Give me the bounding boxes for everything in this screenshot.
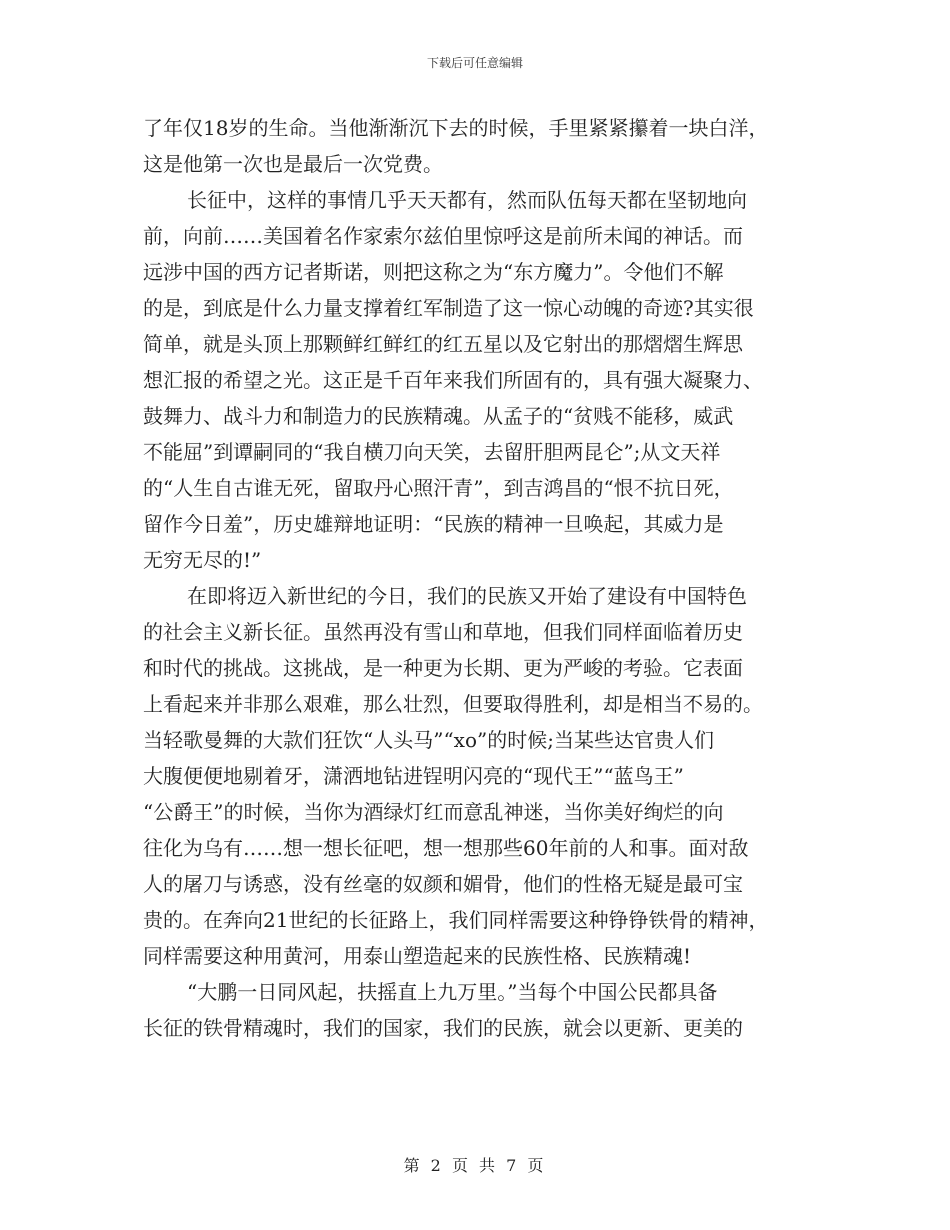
text-line: 不能屈”到谭嗣同的“我自横刀向天笑，去留肝胆两昆仑”;从文天祥	[143, 440, 721, 464]
text-line: 的是，到底是什么力量支撑着红军制造了这一惊心动魄的奇迹?其实很	[143, 296, 754, 320]
text-line: 长征的铁骨精魂时，我们的国家，我们的民族，就会以更新、更美的	[143, 1016, 743, 1040]
text-line: “大鹏一日同风起，扶摇直上九万里。”当每个中国公民都具备	[187, 980, 718, 1004]
text-line: 了年仅18岁的生命。当他渐渐沉下去的时候，手里紧紧攥着一块白洋，	[143, 116, 769, 140]
text-line: 鼓舞力、战斗力和制造力的民族精魂。从孟子的“贫贱不能移，威武	[143, 404, 734, 428]
text-line: 想汇报的希望之光。这正是千百年来我们所固有的，具有强大凝聚力、	[143, 368, 763, 392]
text-line: 远涉中国的西方记者斯诺，则把这称之为“东方魔力”。令他们不解	[143, 260, 724, 284]
page-header: 下载后可任意编辑	[426, 56, 523, 70]
text-line: 上看起来并非那么艰难，那么壮烈，但要取得胜利，却是相当不易的。	[143, 692, 763, 716]
text-line: 当轻歌曼舞的大款们狂饮“人头马”“xo”的时候;当某些达官贵人们	[143, 728, 714, 752]
text-line: 同样需要这种用黄河，用泰山塑造起来的民族性格、民族精魂!	[143, 944, 692, 968]
text-line: 无穷无尽的!”	[143, 548, 262, 572]
paragraph	[143, 578, 803, 974]
text-line: 的“人生自古谁无死，留取丹心照汗青”，到吉鸿昌的“恨不抗日死，	[143, 476, 734, 500]
paragraph	[143, 974, 803, 1046]
text-line: 贵的。在奔向21世纪的长征路上，我们同样需要这种铮铮铁骨的精神，	[143, 908, 769, 932]
text-line: 简单，就是头顶上那颗鲜红鲜红的红五星以及它射出的那熠熠生辉思	[143, 332, 743, 356]
text-line: 往化为乌有……想一想长征吧，想一想那些60年前的人和事。面对敌	[143, 836, 749, 860]
text-line: 这是他第一次也是最后一次党费。	[143, 152, 443, 176]
text-line: 的社会主义新长征。虽然再没有雪山和草地，但我们同样面临着历史	[143, 620, 743, 644]
text-line: 人的屠刀与诱惑，没有丝毫的奴颜和媚骨，他们的性格无疑是最可宝	[143, 872, 743, 896]
text-line: 在即将迈入新世纪的今日，我们的民族又开始了建设有中国特色	[187, 584, 747, 608]
text-line: 和时代的挑战。这挑战，是一种更为长期、更为严峻的考验。它表面	[143, 656, 743, 680]
document-body	[143, 110, 803, 1046]
text-line: 前，向前……美国着名作家索尔兹伯里惊呼这是前所未闻的神话。而	[143, 224, 743, 248]
text-line: 长征中，这样的事情几乎天天都有，然而队伍每天都在坚韧地向	[187, 188, 747, 212]
text-line: 留作今日羞”，历史雄辩地证明：“民族的精神一旦唤起，其威力是	[143, 512, 724, 536]
text-line: “公爵王”的时候，当你为酒绿灯红而意乱神迷，当你美好绚烂的向	[143, 800, 724, 824]
paragraph	[143, 110, 803, 182]
text-line: 大腹便便地剔着牙，潇洒地钻进锃明闪亮的“现代王”“蓝鸟王”	[143, 764, 684, 788]
page-footer: 第 2 页 共 7 页	[403, 1156, 547, 1175]
paragraph	[143, 182, 803, 578]
